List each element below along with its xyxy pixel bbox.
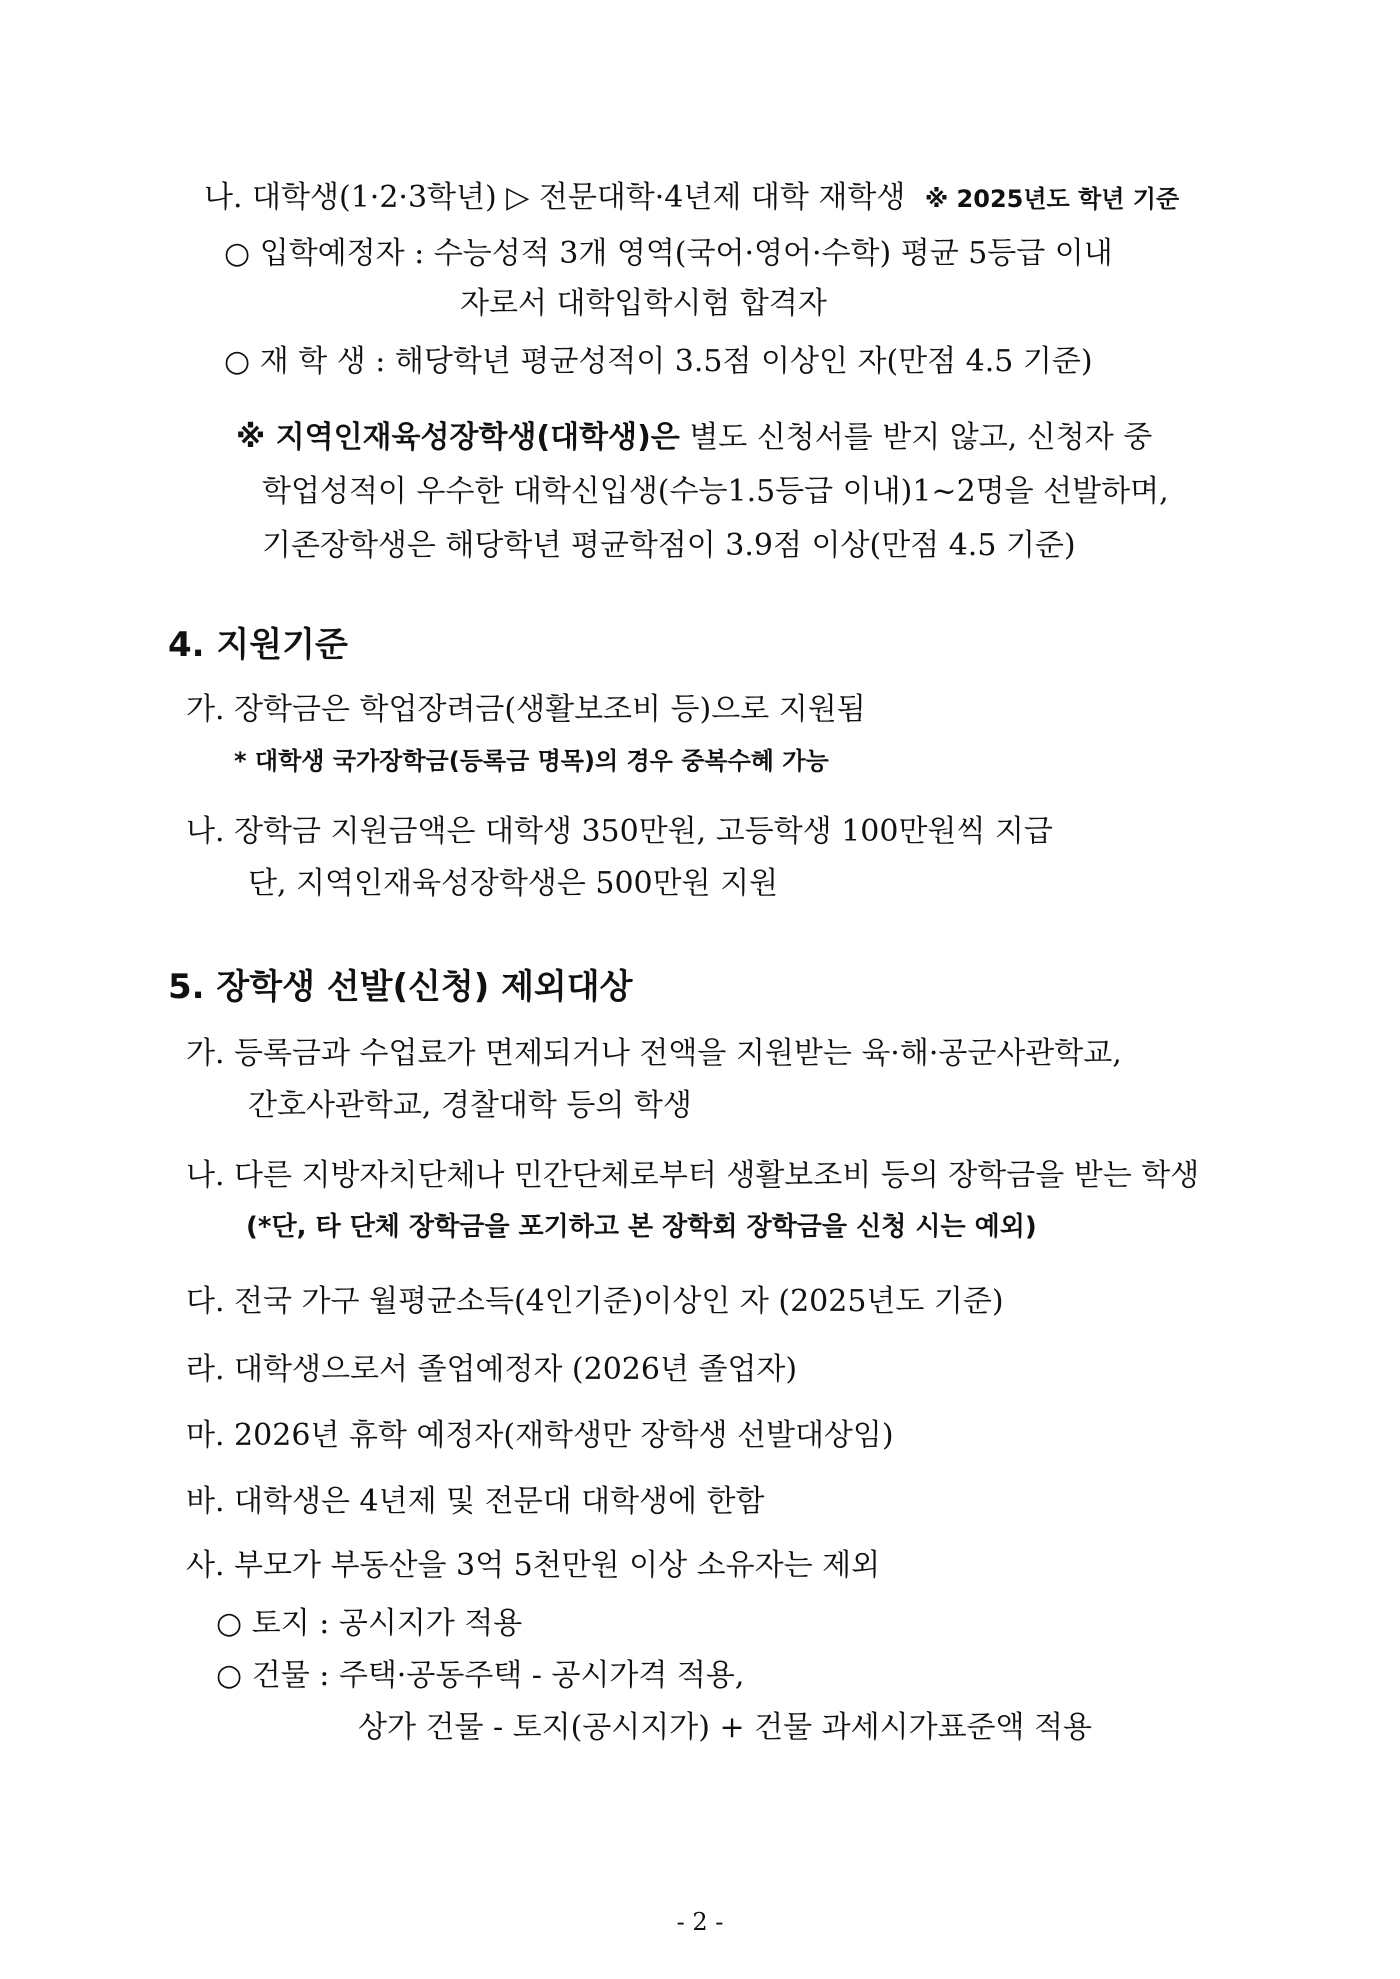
- sec4-ga: 가. 장학금은 학업장려금(생활보조비 등)으로 지원됨: [186, 692, 866, 727]
- sec4-na-line1: 나. 장학금 지원금액은 대학생 350만원, 고등학생 100만원씩 지급: [186, 814, 1053, 849]
- sec5-na-line2: (*단, 타 단체 장학금을 포기하고 본 장학회 장학금을 신청 시는 예외): [246, 1212, 1037, 1242]
- sec3-note-line3: 기존장학생은 해당학년 평균학점이 3.9점 이상(만점 4.5 기준): [262, 528, 1076, 563]
- sec4-na-line2: 단, 지역인재육성장학생은 500만원 지원: [248, 866, 779, 901]
- sec5-da: 다. 전국 가구 월평균소득(4인기준)이상인 자 (2025년도 기준): [186, 1284, 1004, 1319]
- sec5-ra: 라. 대학생으로서 졸업예정자 (2026년 졸업자): [186, 1352, 798, 1387]
- sec3-note-rest: 별도 신청서를 받지 않고, 신청자 중: [679, 420, 1153, 455]
- sec5-ga-line1: 가. 등록금과 수업료가 면제되거나 전액을 지원받는 육·해·공군사관학교,: [186, 1036, 1122, 1071]
- sec3-item-enrolled: ○ 재 학 생 : 해당학년 평균성적이 3.5점 이상인 자(만점 4.5 기준): [224, 344, 1093, 379]
- sec4-title: 4. 지원기준: [168, 625, 348, 665]
- sec3-na-heading-line: [204, 178, 1179, 218]
- page-number: - 2 -: [676, 1908, 724, 1936]
- sec3-note-line2: 학업성적이 우수한 대학신입생(수능1.5등급 이내)1~2명을 선발하며,: [262, 474, 1169, 509]
- sec5-ga-line2: 간호사관학교, 경찰대학 등의 학생: [248, 1088, 692, 1123]
- sec5-sa-building-cont: 상가 건물 - 토지(공시지가) + 건물 과세시가표준액 적용: [358, 1710, 1093, 1745]
- sec3-na-basis: ※ 2025년도 학년 기준: [924, 185, 1180, 213]
- sec5-ba: 바. 대학생은 4년제 및 전문대 대학생에 한함: [186, 1484, 765, 1519]
- sec4-ga-note: * 대학생 국가장학금(등록금 명목)의 경우 중복수혜 가능: [234, 747, 829, 775]
- sec5-title: 5. 장학생 선발(신청) 제외대상: [168, 967, 633, 1007]
- sec5-na-line1: 나. 다른 지방자치단체나 민간단체로부터 생활보조비 등의 장학금을 받는 학생: [186, 1158, 1200, 1193]
- sec3-note-line1: [236, 418, 1152, 458]
- sec5-sa: 사. 부모가 부동산을 3억 5천만원 이상 소유자는 제외: [186, 1548, 881, 1583]
- sec5-sa-land: ○ 토지 : 공시지가 적용: [216, 1606, 523, 1641]
- sec3-item-entrant-cont: 자로서 대학입학시험 합격자: [460, 286, 827, 321]
- sec3-item-entrant: ○ 입학예정자 : 수능성적 3개 영역(국어·영어·수학) 평균 5등급 이내: [224, 236, 1113, 271]
- sec3-na-heading: 나. 대학생(1·2·3학년) ▷ 전문대학·4년제 대학 재학생: [204, 180, 906, 215]
- sec5-ma: 마. 2026년 휴학 예정자(재학생만 장학생 선발대상임): [186, 1418, 894, 1453]
- sec5-sa-building: ○ 건물 : 주택·공동주택 - 공시가격 적용,: [216, 1658, 745, 1693]
- sec3-note-bold: ※ 지역인재육성장학생(대학생)은: [236, 420, 680, 455]
